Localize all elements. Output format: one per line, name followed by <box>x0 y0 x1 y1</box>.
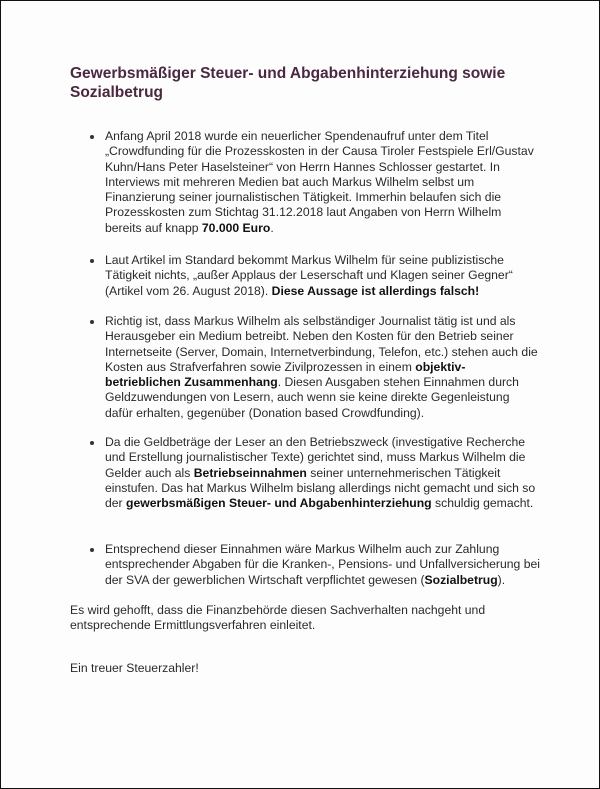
document-title: Gewerbsmäßiger Steuer- und Abgabenhinterziehung sowie Sozialbetrug <box>70 65 506 101</box>
closing-paragraph: Es wird gehofft, dass die Finanzbehörde diesen Sachverhalten nachgeht und entsprechende Ermittlungsverfahren einleitet. <box>70 603 486 633</box>
bold-text-run: objektiv-betrieblichen Zusammenhang <box>105 359 466 390</box>
text-run: seiner unternehmerischen Tätigkeit einstufen. Das hat Markus Wilhelm bislang allerdings nicht gemacht und sich so der <box>105 465 536 511</box>
bullet-item <box>70 253 540 299</box>
signature: Ein treuer Steuerzahler! <box>70 661 199 675</box>
bullet-dot-icon <box>90 441 94 445</box>
bullet-dot-icon <box>90 135 94 139</box>
text-run: Entsprechend dieser Einnahmen wäre Markus Wilhelm auch zur Zahlung entsprechender Abgaben für die Kranken-, Pensions- und Unfallversicherung bei der SVA der gewerblichen Wirtschaft verpflichtet gewesen ( <box>105 542 540 587</box>
bullet-text <box>105 129 540 236</box>
text-run: . Diesen Ausgaben stehen Einnahmen durch Geldzuwendungen von Lesern, auch wenn sie keine direkte Gegenleistung dafür erhalten, gegenüber (Donation based Crowdfunding). <box>105 375 519 420</box>
text-run: Da die Geldbeträge der Leser an den Betriebszweck (investigative Recherche und Erstellung journalistischer Texte) gerichtet sind, muss Markus Wilhelm die Gelder auch als <box>105 435 526 480</box>
bullet-text <box>105 314 540 421</box>
bold-text-run: Betriebseinnahmen <box>193 465 307 480</box>
bullet-item <box>70 129 540 236</box>
bullet-text <box>105 253 540 299</box>
text-run: . <box>270 220 274 235</box>
bold-text-run: Sozialbetrug <box>424 572 498 587</box>
bullet-item <box>70 542 540 588</box>
bullet-item <box>70 435 540 511</box>
bold-text-run: Diese Aussage ist allerdings falsch! <box>271 283 480 298</box>
text-run: schuldig gemacht. <box>431 496 534 511</box>
bold-text-run: 70.000 Euro <box>201 220 271 235</box>
text-run: Richtig ist, dass Markus Wilhelm als selbständiger Journalist tätig ist und als Herausgeber ein Medium betreibt. Neben den Kosten für den Betrieb seiner Internetseite (Server, Domain, Internetverbindung, Telefon, etc.) stehen auch die Kosten aus Strafverfahren sowie Zivilprozessen in einem <box>105 314 538 374</box>
bullet-item <box>70 314 540 421</box>
bullet-text <box>105 542 540 588</box>
bullet-dot-icon <box>90 320 94 324</box>
bullet-dot-icon <box>90 548 94 552</box>
bold-text-run: gewerbsmäßigen Steuer- und Abgabenhinterziehung <box>126 496 432 511</box>
text-run: Anfang April 2018 wurde ein neuerlicher Spendenaufruf unter dem Titel „Crowdfunding für die Prozesskosten in der Causa Tiroler Festspiele Erl/Gustav Kuhn/Hans Peter Haselsteiner“ von Herrn Hannes Schlosser gestartet. In Interviews mit mehreren Medien bat auch Markus Wilhelm selbst um Finanzierung seiner journalistischen Tätigkeit. Immerhin belaufen sich die Prozesskosten zum Stichtag 31.12.2018 laut Angaben von Herrn Wilhelm bereits auf knapp <box>105 129 534 235</box>
bullet-text <box>105 435 540 511</box>
text-run: Laut Artikel im Standard bekommt Markus Wilhelm für seine publizistische Tätigkeit nichts, „außer Applaus der Leserschaft und Klagen seiner Gegner“ (Artikel vom 26. August 2018). <box>105 253 513 298</box>
bullet-dot-icon <box>90 259 94 263</box>
text-run: ). <box>497 572 506 587</box>
